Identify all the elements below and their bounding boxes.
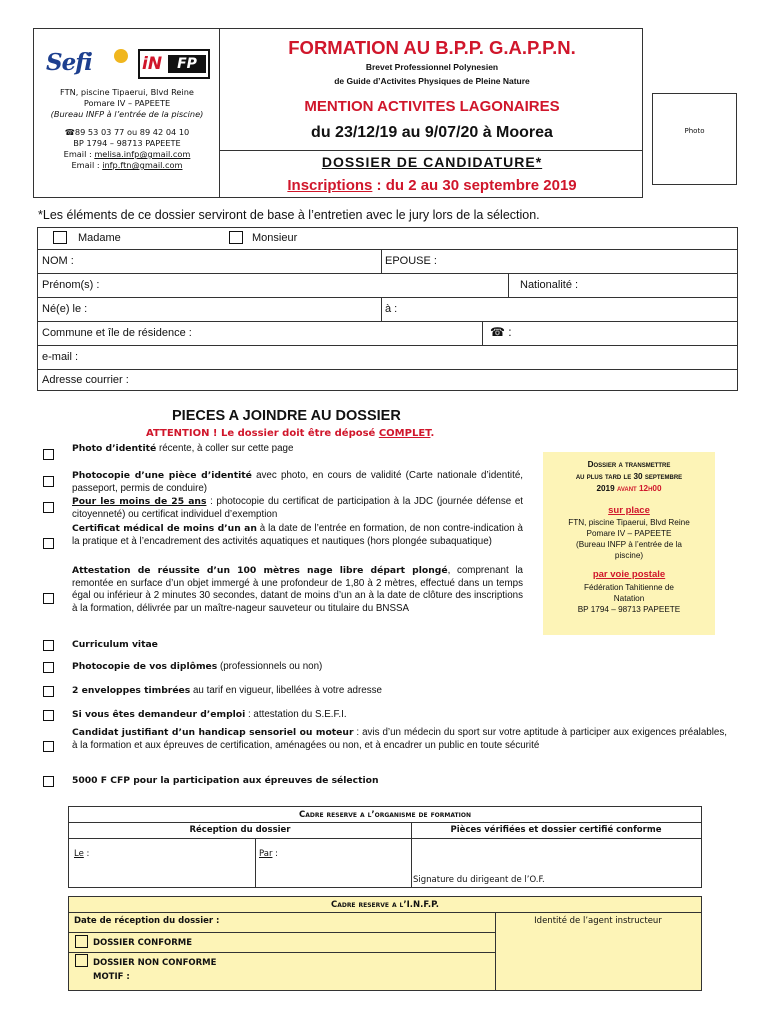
non-conforme-checkbox[interactable] xyxy=(75,954,88,967)
checkbox-identite[interactable] xyxy=(43,476,54,487)
checkbox-attestation[interactable] xyxy=(43,593,54,604)
address-line-2: Pomare IV – PAPEETE xyxy=(83,98,171,108)
dates-text: du 23/12/19 au 9/07/20 à Moorea xyxy=(311,124,553,141)
piece-text: : photocopie du certificat de participation à la JDC (journée défense et citoyenneté) ou certificat individuel d’exemption xyxy=(72,496,523,520)
org-frame xyxy=(68,806,702,888)
col-divider xyxy=(508,273,509,297)
piece-text: récente, à coller sur cette page xyxy=(156,443,294,454)
row-divider xyxy=(69,912,701,913)
pieces-title: PIECES A JOINDRE AU DOSSIER xyxy=(172,408,401,424)
checkbox-handicap[interactable] xyxy=(43,741,54,752)
commune-field[interactable]: Commune et île de résidence : xyxy=(42,327,192,339)
piece-item xyxy=(72,496,523,521)
epouse-field[interactable]: EPOUSE : xyxy=(385,255,437,267)
piece-bold: 5000 F CFP pour la participation aux épreuves de sélection xyxy=(72,775,379,786)
transmit-line-2: au plus tard le 30 septembre xyxy=(575,472,683,481)
checkbox-jdc[interactable] xyxy=(43,502,54,513)
piece-text: : attestation du S.E.F.I. xyxy=(245,709,347,720)
email-link-1[interactable]: melisa.infp@gmail.com xyxy=(94,149,191,159)
sur-place-line-3: (Bureau INFP à l’entrée de la xyxy=(576,540,682,549)
conforme-label: DOSSIER CONFORME xyxy=(93,938,193,948)
row-divider xyxy=(69,932,495,933)
org-col-pieces: Pièces vérifiées et dossier certifié conforme xyxy=(450,825,662,835)
madame-label: Madame xyxy=(78,232,121,244)
monsieur-checkbox[interactable] xyxy=(229,231,243,244)
motif-field[interactable]: MOTIF : xyxy=(93,972,130,982)
org-signature: Signature du dirigeant de l’O.F. xyxy=(413,875,545,885)
monsieur-label: Monsieur xyxy=(252,232,298,244)
col-divider xyxy=(411,822,412,888)
header-left-panel xyxy=(34,29,220,197)
nationalite-field[interactable]: Nationalité : xyxy=(520,279,579,291)
infp-frame-title: Cadre reserve a l’I.N.F.P. xyxy=(330,900,440,910)
sur-place-line-1: FTN, piscine Tipaerui, Blvd Reine xyxy=(568,518,690,527)
madame-checkbox[interactable] xyxy=(53,231,67,244)
piece-bold: 2 enveloppes timbrées xyxy=(72,685,191,696)
piece-item xyxy=(72,709,712,722)
row-divider xyxy=(38,345,737,346)
address-line-1: FTN, piscine Tipaerui, Blvd Reine xyxy=(60,87,194,97)
col-divider xyxy=(255,838,256,888)
postale-label: par voie postale xyxy=(592,569,666,580)
piece-text: : avis d’un médecin du sport sur votre aptitude à participer aux exigences préalables, à la formation et aux épreuves de certification, aménagées ou non, et à encadrer un public en toute sécurité xyxy=(72,727,728,751)
header-box xyxy=(33,28,643,198)
piece-item xyxy=(72,565,523,615)
sur-place-line-2: Pomare IV – PAPEETE xyxy=(586,529,672,538)
email-label: Email : xyxy=(71,160,103,170)
transmit-deadline: avant 12h00 xyxy=(616,484,662,493)
row-divider xyxy=(38,273,737,274)
non-conforme-label: DOSSIER NON CONFORME xyxy=(93,958,217,968)
checkbox-certificat[interactable] xyxy=(43,538,54,549)
header-divider xyxy=(220,150,642,151)
checkbox-photo[interactable] xyxy=(43,449,54,460)
infp-logo-in: iN xyxy=(142,54,163,74)
sur-place-label: sur place xyxy=(608,505,650,516)
piece-item xyxy=(72,775,712,788)
nom-field[interactable]: NOM : xyxy=(42,255,74,267)
adresse-field[interactable]: Adresse courrier : xyxy=(42,374,129,386)
inscriptions-label: Inscriptions xyxy=(287,177,373,194)
org-le-colon: : xyxy=(83,849,90,859)
note-text: *Les éléments de ce dossier serviront de base à l’entretien avec le jury lors de la sélection. xyxy=(38,208,540,222)
email-link-2[interactable]: infp.ftn@gmail.com xyxy=(102,160,183,170)
row-divider xyxy=(38,297,737,298)
piece-text: (professionnels ou non) xyxy=(217,661,323,672)
piece-bold: Certificat médical de moins d’un an xyxy=(72,523,257,534)
email-field[interactable]: e-mail : xyxy=(42,351,79,363)
org-frame-title: Cadre reserve a l’organisme de formation xyxy=(298,810,471,820)
ne-le-field[interactable]: Né(e) le : xyxy=(42,303,88,315)
subtitle-1: Brevet Professionnel Polynesien xyxy=(365,62,499,72)
org-par-colon: : xyxy=(272,849,279,859)
row-divider xyxy=(69,822,701,823)
row-divider xyxy=(69,838,701,839)
address-note: (Bureau INFP à l’entrée de la piscine) xyxy=(50,109,204,119)
piece-bold: Photocopie de vos diplômes xyxy=(72,661,218,672)
infp-frame xyxy=(68,896,702,991)
attention-text xyxy=(146,428,434,439)
piece-item xyxy=(72,443,532,456)
org-le-field[interactable] xyxy=(74,849,89,859)
piece-item xyxy=(72,639,523,652)
sefi-logo: Sefi xyxy=(46,49,92,76)
piece-bold: Photo d’identité xyxy=(72,443,157,454)
conforme-checkbox[interactable] xyxy=(75,935,88,948)
infp-agent-label: Identité de l’agent instructeur xyxy=(534,916,662,926)
email-line-2 xyxy=(34,160,220,171)
piece-item xyxy=(72,470,523,495)
org-par-field[interactable] xyxy=(259,849,278,859)
piece-text: au tarif en vigueur, libellées à votre adresse xyxy=(190,685,382,696)
photo-label: Photo xyxy=(684,127,705,135)
row-divider xyxy=(38,321,737,322)
attention-complet: COMPLET xyxy=(378,428,431,439)
phone-text: ☎89 53 03 77 ou 89 42 04 10 xyxy=(64,127,190,137)
sur-place-line-4: piscine) xyxy=(614,551,644,560)
col-divider xyxy=(381,297,382,321)
formation-title: FORMATION AU B.P.P. G.A.P.P.N. xyxy=(288,37,576,58)
checkbox-frais[interactable] xyxy=(43,776,54,787)
piece-text: avec photo, en cours de validité (Carte nationale d’identité, passeport, permis de conduire) xyxy=(72,470,523,494)
postale-line-2: Natation xyxy=(613,594,645,603)
org-par-label: Par xyxy=(259,849,273,859)
piece-bold: Curriculum vitae xyxy=(72,639,158,650)
postale-line-3: BP 1794 – 98713 PAPEETE xyxy=(577,605,681,614)
piece-item xyxy=(72,523,523,548)
dossier-title-text: DOSSIER DE CANDIDATURE* xyxy=(321,154,543,170)
piece-item xyxy=(72,727,727,752)
bp-text: BP 1794 – 98713 PAPEETE xyxy=(73,138,181,148)
piece-item xyxy=(72,685,712,698)
transmit-box xyxy=(543,452,715,635)
email-line-1 xyxy=(34,149,220,160)
lieu-naissance-field[interactable]: à : xyxy=(385,303,398,315)
piece-bold: Si vous êtes demandeur d’emploi xyxy=(72,709,246,720)
mention-title: MENTION ACTIVITES LAGONAIRES xyxy=(304,98,560,115)
piece-item xyxy=(72,661,712,674)
col-divider xyxy=(381,249,382,273)
sun-icon xyxy=(114,49,128,63)
checkbox-emploi[interactable] xyxy=(43,710,54,721)
piece-bold: Candidat justifiant d’un handicap sensoriel ou moteur xyxy=(72,727,354,738)
checkbox-enveloppes[interactable] xyxy=(43,686,54,697)
postale-line-1: Fédération Tahitienne de xyxy=(584,583,674,592)
attention-suffix: . xyxy=(430,428,435,439)
identity-table xyxy=(37,227,738,391)
checkbox-cv[interactable] xyxy=(43,640,54,651)
piece-text: à la date de l’entrée en formation, de non contre-indication à la pratique et à l’encadrement des activités aquatiques et nautiques (hors plongée subaquatique) xyxy=(72,523,523,547)
inscriptions-dates: : du 2 au 30 septembre 2019 xyxy=(372,177,577,194)
piece-bold: Photocopie d’une pièce d’identité xyxy=(72,470,252,481)
piece-text: , comprenant la remontée en surface d’un objet immergé à une profondeur de 1,80 à 2 mètres, effectué dans un temps égal ou inférieur à 2 minutes 30 secondes, datant de moins d’un an à la date de clôture des inscriptions à la formation, délivrée par un maître-nageur sauveteur ou titulaire du BNSSA xyxy=(72,565,523,614)
telephone-field[interactable]: ☎ : xyxy=(490,325,512,339)
photo-box xyxy=(652,93,737,185)
email-label: Email : xyxy=(63,149,95,159)
infp-logo xyxy=(138,49,210,79)
infp-date-label: Date de réception du dossier : xyxy=(74,916,220,926)
row-divider xyxy=(69,952,495,953)
prenom-field[interactable]: Prénom(s) : xyxy=(42,279,100,291)
transmit-year: 2019 xyxy=(596,484,617,493)
piece-bold: Pour les moins de 25 ans xyxy=(72,496,207,507)
infp-logo-fp: FP xyxy=(168,55,206,73)
col-divider xyxy=(482,321,483,345)
org-le-label: Le xyxy=(74,849,84,859)
inscriptions-line xyxy=(220,177,644,194)
row-divider xyxy=(38,249,737,250)
row-divider xyxy=(38,369,737,370)
subtitle-2: de Guide d’Activites Physiques de Pleine Nature xyxy=(334,76,530,86)
transmit-line-1: Dossier a transmettre xyxy=(587,460,671,469)
piece-bold: Attestation de réussite d’un 100 mètres nage libre départ plongé xyxy=(72,565,448,576)
transmit-line-3 xyxy=(543,484,715,495)
attention-prefix: ATTENTION ! Le dossier doit être déposé xyxy=(146,428,379,439)
checkbox-diplomes[interactable] xyxy=(43,662,54,673)
org-col-reception: Réception du dossier xyxy=(189,825,291,835)
dossier-title xyxy=(220,154,644,170)
